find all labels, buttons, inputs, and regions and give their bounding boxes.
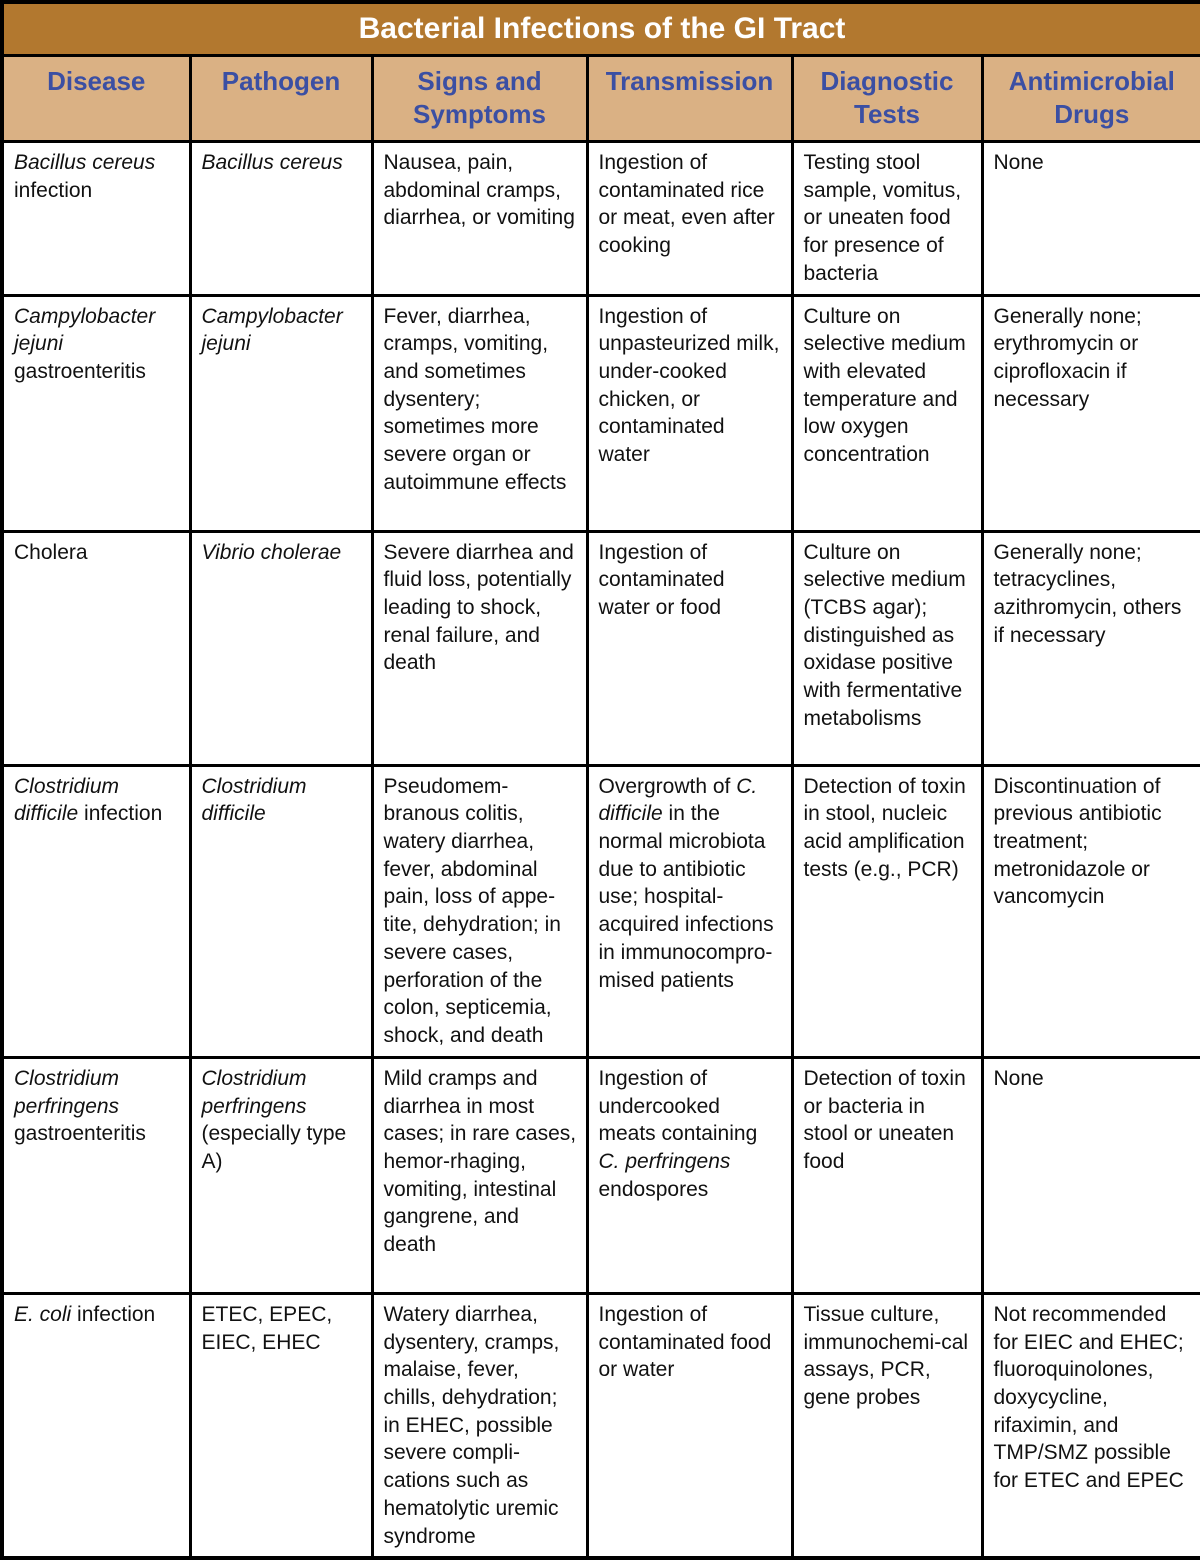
text-segment: None <box>993 1066 1044 1090</box>
text-segment: Testing stool sample, vomitus, or uneaten food for presence of bacteria <box>803 151 962 285</box>
italic-text-segment: E. coli <box>14 1302 72 1326</box>
italic-text-segment: Vibrio cholerae <box>201 540 342 564</box>
italic-text-segment: Clostridium difficile <box>201 774 307 826</box>
cell-disease <box>2 142 190 296</box>
text-segment: Pseudomem-branous colitis, watery diarrhea, fever, abdominal pain, loss of appe-tite, dehydration; in severe cases, perforation of the colon, septicemia, shock, and death <box>383 774 561 1048</box>
cell-antimicrobial-drugs <box>982 531 1200 765</box>
text-segment: ETEC, EPEC, EIEC, EHEC <box>201 1302 333 1354</box>
table-row <box>2 1057 1200 1293</box>
cell-antimicrobial-drugs <box>982 765 1200 1057</box>
italic-text-segment: Campylobacter jejuni <box>14 304 156 356</box>
cell-disease <box>2 531 190 765</box>
table-row <box>2 531 1200 765</box>
cell-antimicrobial-drugs <box>982 142 1200 296</box>
italic-text-segment: C. difficile <box>598 774 758 826</box>
cell-disease <box>2 1057 190 1293</box>
cell-diagnostic-tests <box>792 295 982 531</box>
cell-pathogen <box>190 1057 372 1293</box>
text-segment: Nausea, pain, abdominal cramps, diarrhea, or vomiting <box>383 151 575 230</box>
cell-pathogen <box>190 765 372 1057</box>
table-body <box>2 142 1200 1559</box>
cell-antimicrobial-drugs <box>982 1057 1200 1293</box>
text-segment: Generally none; tetracyclines, azithromycin, others if necessary <box>993 540 1182 647</box>
cell-pathogen <box>190 295 372 531</box>
text-segment: Ingestion of undercooked meats containing <box>598 1066 758 1146</box>
cell-pathogen <box>190 531 372 765</box>
text-segment: Ingestion of contaminated rice or meat, even after cooking <box>598 151 775 258</box>
table-row <box>2 142 1200 296</box>
text-segment: Culture on selective medium with elevated temperature and low oxygen concentration <box>803 304 966 467</box>
cell-transmission <box>587 1293 792 1558</box>
cell-diagnostic-tests <box>792 765 982 1057</box>
text-segment: gastroenteritis <box>14 360 146 384</box>
cell-pathogen <box>190 1293 372 1558</box>
cell-antimicrobial-drugs <box>982 295 1200 531</box>
text-segment: in the normal microbiota due to antibiotic use; hospital-acquired infections in immunocompro-mised patients <box>598 802 774 992</box>
column-header-signs-and-symptoms: Signs and Symptoms <box>372 56 587 142</box>
text-segment: Discontinuation of previous antibiotic treatment; metronidazole or vancomycin <box>993 774 1162 909</box>
column-header-row <box>2 56 1200 142</box>
cell-diagnostic-tests <box>792 142 982 296</box>
text-segment: Overgrowth of <box>598 774 737 798</box>
italic-text-segment: Bacillus cereus <box>201 151 343 174</box>
italic-text-segment: Clostridium perfringens <box>201 1066 307 1118</box>
text-segment: Severe diarrhea and fluid loss, potentially leading to shock, renal failure, and death <box>383 540 574 675</box>
cell-signs-and-symptoms <box>372 142 587 296</box>
text-segment: (especially type A) <box>201 1122 347 1173</box>
cell-transmission <box>587 295 792 531</box>
title-row <box>2 2 1200 56</box>
cell-pathogen <box>190 142 372 296</box>
text-segment: Tissue culture, immunochemi-cal assays, PCR, gene probes <box>803 1302 969 1409</box>
text-segment: endospores <box>598 1177 709 1201</box>
text-segment: Watery diarrhea, dysentery, cramps, malaise, fever, chills, dehydration; in EHEC, possible severe compli-cations such as hematolytic uremic syndrome <box>383 1302 560 1548</box>
table-title: Bacterial Infections of the GI Tract <box>2 2 1200 56</box>
cell-disease <box>2 1293 190 1558</box>
text-segment: Detection of toxin in stool, nucleic acid amplification tests (e.g., PCR) <box>803 774 966 881</box>
cell-signs-and-symptoms <box>372 295 587 531</box>
text-segment: Culture on selective medium (TCBS agar); distinguished as oxidase positive with fermentative metabolisms <box>803 540 966 730</box>
cell-transmission <box>587 1057 792 1293</box>
cell-disease <box>2 295 190 531</box>
text-segment: Ingestion of contaminated food or water <box>598 1302 772 1382</box>
text-segment: infection <box>14 178 93 202</box>
text-segment: Ingestion of unpasteurized milk, under-cooked chicken, or contaminated water <box>598 304 780 467</box>
text-segment: Fever, diarrhea, cramps, vomiting, and sometimes dysentery; sometimes more severe organ or autoimmune effects <box>383 304 567 494</box>
italic-text-segment: Clostridium perfringens <box>14 1066 120 1118</box>
text-segment: infection <box>78 802 163 826</box>
cell-transmission <box>587 531 792 765</box>
cell-diagnostic-tests <box>792 1293 982 1558</box>
column-header-transmission: Transmission <box>587 56 792 142</box>
cell-signs-and-symptoms <box>372 1057 587 1293</box>
italic-text-segment: Bacillus cereus <box>14 151 156 174</box>
text-segment: Detection of toxin or bacteria in stool or uneaten food <box>803 1066 966 1173</box>
italic-text-segment: Campylobacter jejuni <box>201 304 343 356</box>
cell-antimicrobial-drugs <box>982 1293 1200 1558</box>
table-row <box>2 765 1200 1057</box>
text-segment: Ingestion of contaminated water or food <box>598 540 725 620</box>
column-header-pathogen: Pathogen <box>190 56 372 142</box>
text-segment: gastroenteritis <box>14 1122 146 1146</box>
cell-transmission <box>587 765 792 1057</box>
cell-diagnostic-tests <box>792 1057 982 1293</box>
table-head <box>2 2 1200 142</box>
cell-signs-and-symptoms <box>372 765 587 1057</box>
italic-text-segment: Clostridium difficile <box>14 774 120 826</box>
text-segment: infection <box>71 1302 156 1326</box>
cell-signs-and-symptoms <box>372 1293 587 1558</box>
cell-signs-and-symptoms <box>372 531 587 765</box>
column-header-disease: Disease <box>2 56 190 142</box>
table-row <box>2 1293 1200 1558</box>
table-row <box>2 295 1200 531</box>
cell-diagnostic-tests <box>792 531 982 765</box>
text-segment: Generally none; erythromycin or ciprofloxacin if necessary <box>993 304 1142 411</box>
cell-transmission <box>587 142 792 296</box>
italic-text-segment: C. perfringens <box>598 1149 731 1173</box>
column-header-antimicrobial-drugs: Antimicrobial Drugs <box>982 56 1200 142</box>
text-segment: Cholera <box>14 540 88 564</box>
text-segment: Not recommended for EIEC and EHEC; fluoroquinolones, doxycycline, rifaximin, and TMP/SMZ possible for ETEC and EPEC <box>993 1302 1184 1493</box>
text-segment: Mild cramps and diarrhea in most cases; in rare cases, hemor-rhaging, vomiting, intestinal gangrene, and death <box>383 1066 577 1257</box>
cell-disease <box>2 765 190 1057</box>
column-header-diagnostic-tests: Diagnostic Tests <box>792 56 982 142</box>
text-segment: None <box>993 151 1044 174</box>
